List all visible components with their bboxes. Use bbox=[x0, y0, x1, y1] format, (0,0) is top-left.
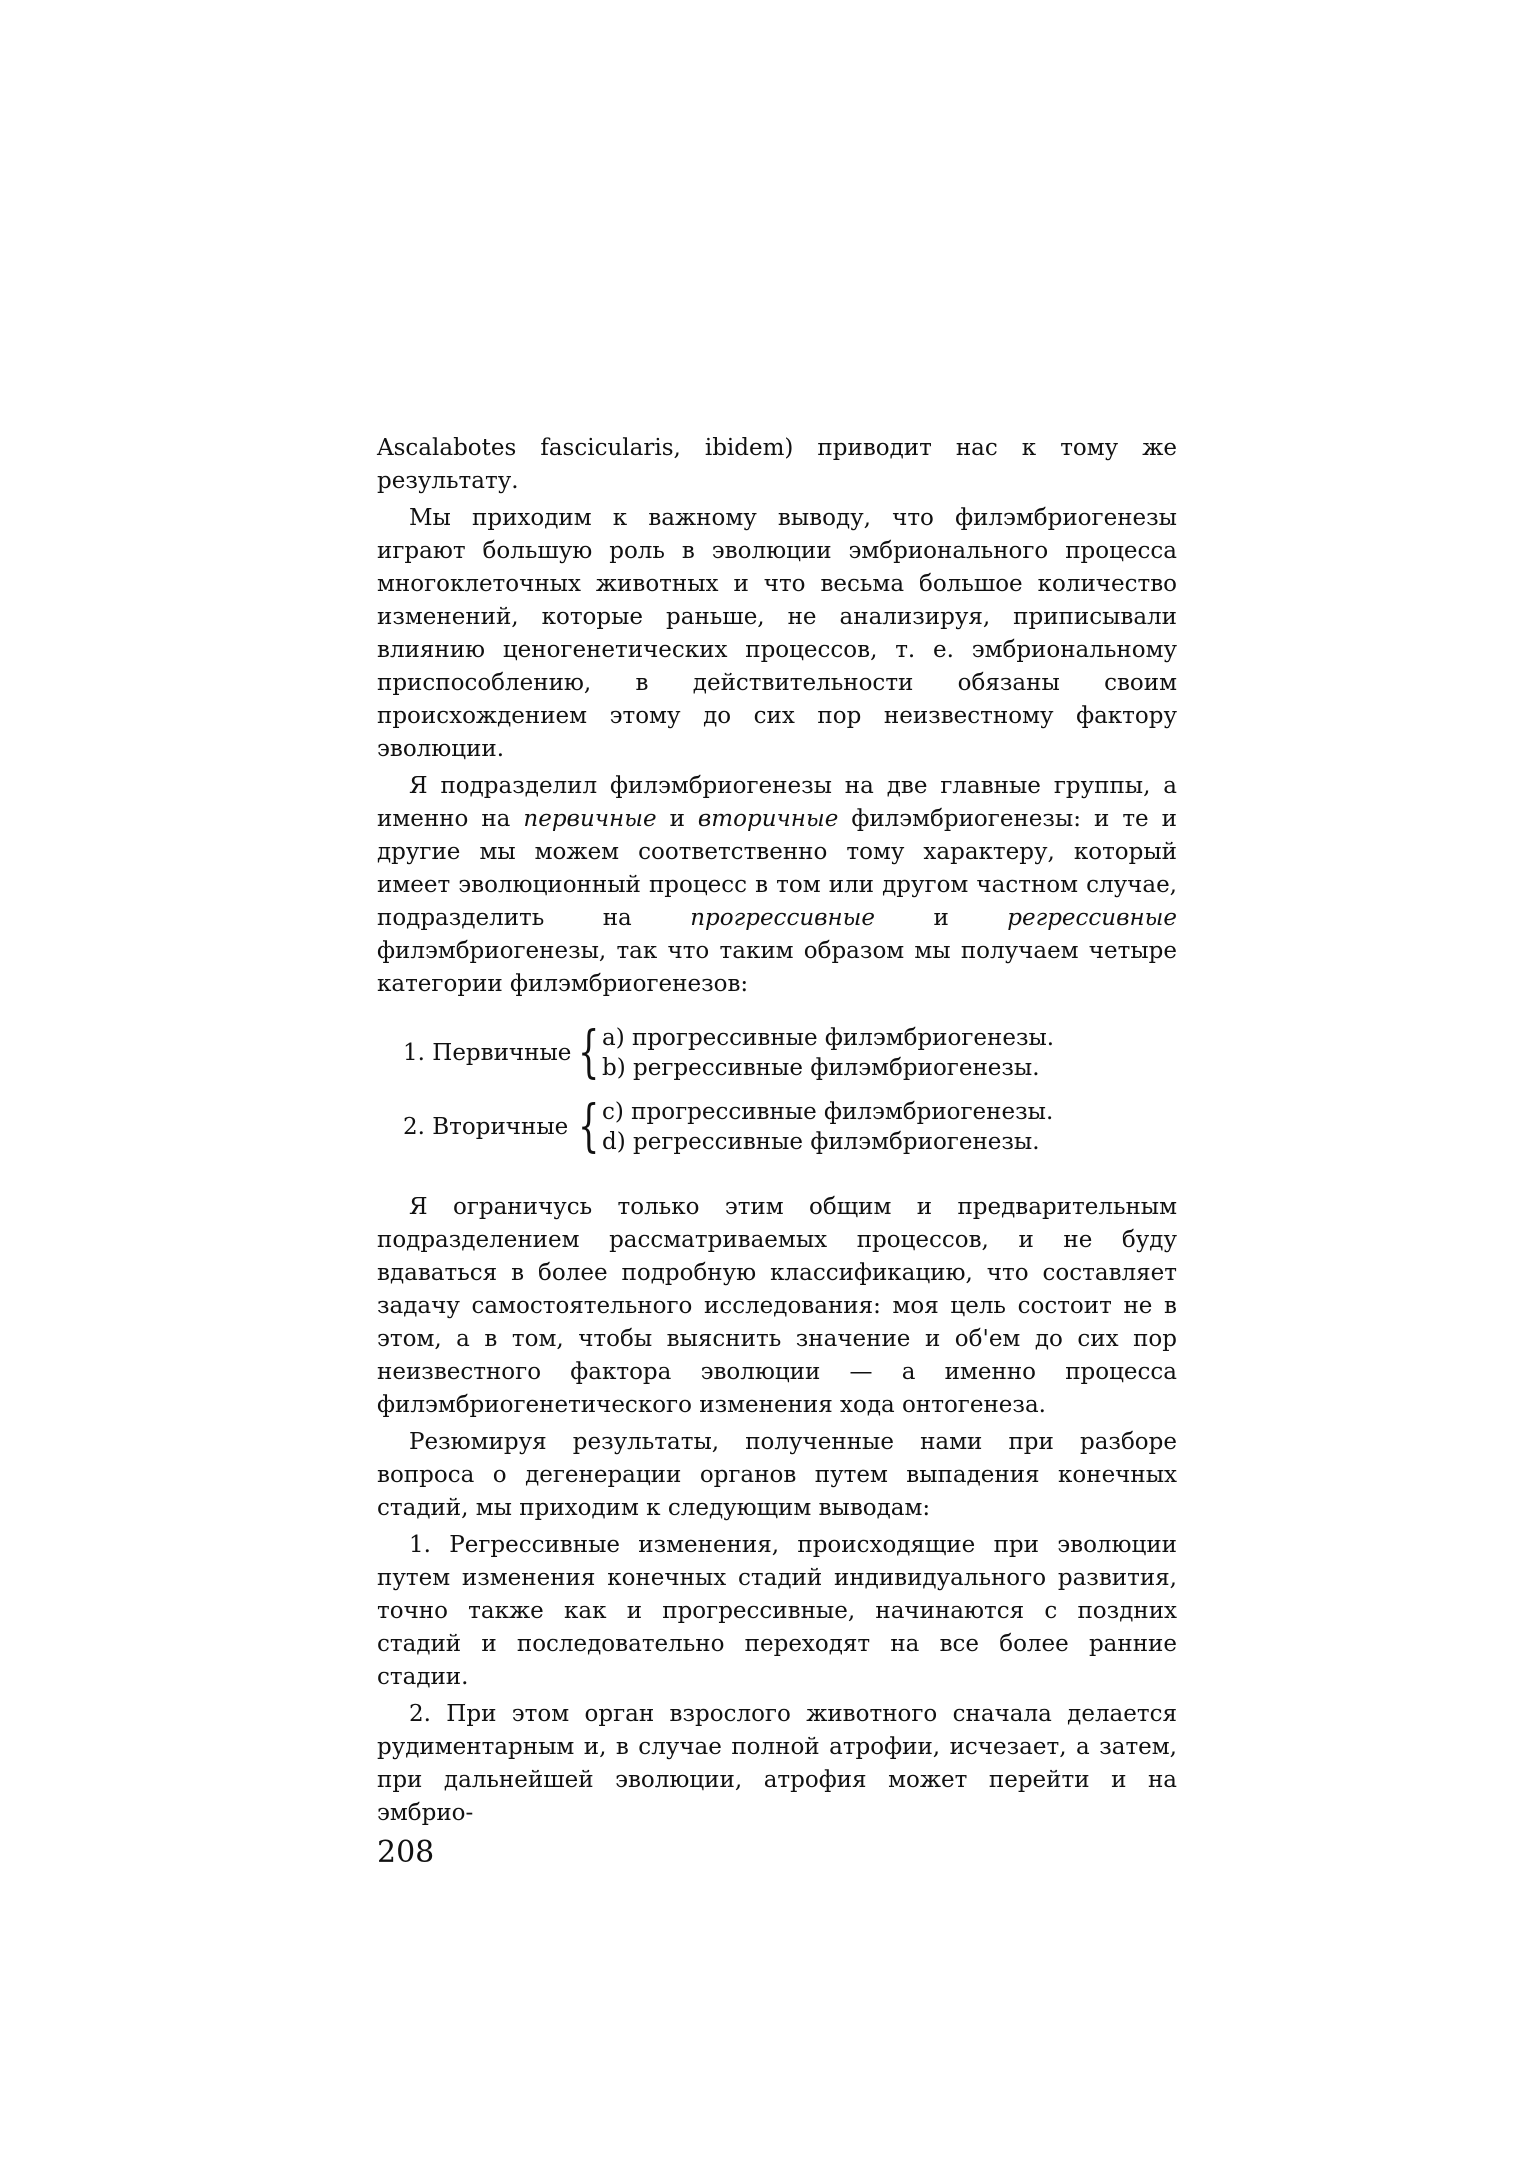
paragraph: 2. При этом орган взрослого животного сначала делается рудиментарным и, в случае полной атрофии, исчезает, а затем, при дальнейшей эволюции, атрофия может перейти и на эмбрио- bbox=[377, 1701, 1177, 1826]
classification-item: c) прогрессивные филэмбриогенезы. bbox=[602, 1099, 1054, 1125]
paragraph: Я подразделил филэмбриогенезы на две главные группы, а именно на первичные и вторичные филэмбриогенезы: и те и другие мы можем соответственно тому характеру, который имеет эволюционный процесс в том или другом частном случае, подразделить на прогрессивные и регрессивные филэмбриогенезы, так что таким образом мы получаем четыре категории филэмбриогенезов: bbox=[377, 773, 1178, 997]
paragraph: Я ограничусь только этим общим и предварительным подразделением рассматриваемых процессов, и не буду вдаваться в более подробную классификацию, что составляет задачу самостоятельного исследования: моя цель состоит не в этом, а в том, чтобы выяснить значение и об'ем до сих пор неизвестного фактора эволюции — а именно процесса филэмбриогенетического изменения хода онтогенеза. bbox=[377, 1194, 1177, 1418]
classification-row bbox=[377, 1020, 1177, 1085]
classification-item: a) прогрессивные филэмбриогенезы. bbox=[602, 1025, 1055, 1051]
classification-item: d) регрессивные филэмбриогенезы. bbox=[602, 1129, 1040, 1155]
page-number: 208 bbox=[377, 1835, 435, 1870]
paragraph: Мы приходим к важному выводу, что филэмбриогенезы играют большую роль в эволюции эмбрионального процесса многоклеточных животных и что весьма большое количество изменений, которые раньше, не анализируя, приписывали влиянию ценогенетических процессов, т. е. эмбриональному приспособлению, в действительности обязаны своим происхождением этому до сих пор неизвестному фактору эволюции. bbox=[377, 505, 1177, 762]
paragraph: 1. Регрессивные изменения, происходящие при эволюции путем изменения конечных стадий индивидуального развития, точно также как и прогрессивные, начинаются с поздних стадий и последовательно переходят на все более ранние стадии. bbox=[377, 1532, 1177, 1690]
classification-label: 1. Первичные bbox=[403, 1039, 572, 1066]
classification-table bbox=[377, 1020, 1177, 1159]
paragraph: Ascalabotes fascicularis, ibidem) приводит нас к тому же результату. bbox=[377, 435, 1177, 494]
page-text bbox=[377, 432, 1177, 1869]
classification-item: b) регрессивные филэмбриогенезы. bbox=[602, 1055, 1040, 1081]
brace-icon: { bbox=[578, 1094, 600, 1159]
classification-label: 2. Вторичные bbox=[403, 1113, 569, 1140]
classification-row bbox=[377, 1094, 1177, 1159]
paragraph: Резюмируя результаты, полученные нами при разборе вопроса о дегенерации органов путем выпадения конечных стадий, мы приходим к следующим выводам: bbox=[377, 1429, 1177, 1521]
brace-icon: { bbox=[578, 1020, 600, 1085]
